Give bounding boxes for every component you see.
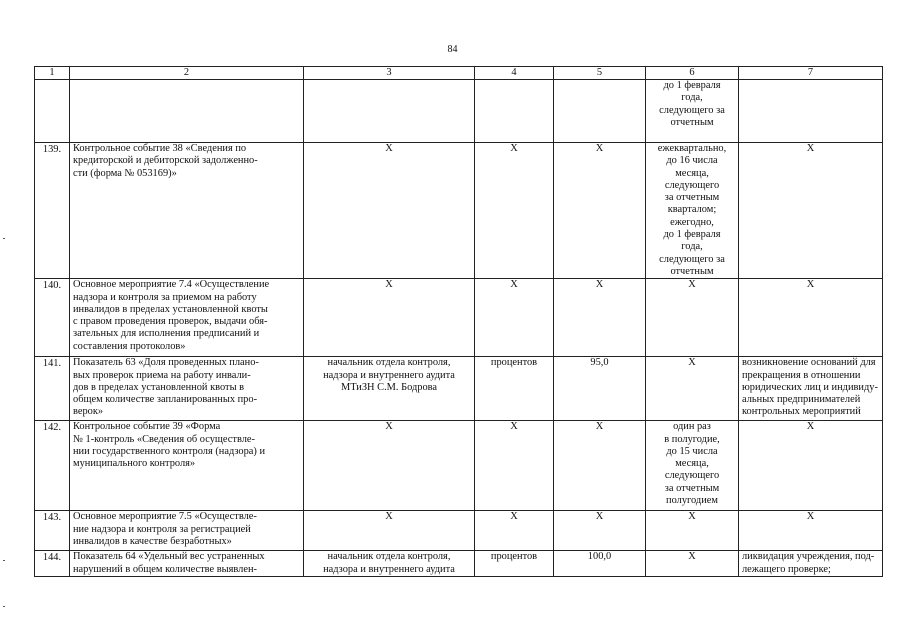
deadline-cell: Х [646, 279, 739, 357]
reason-cell: Х [739, 279, 883, 357]
value-cell: Х [554, 511, 646, 551]
column-header: 6 [646, 67, 739, 80]
item-name [70, 80, 304, 143]
row-number: 144. [35, 551, 70, 577]
item-name: Контрольное событие 39 «Форма № 1-контроль «Сведения об осуществле- нии государственного контроля (надзора) и муниципального контроля» [70, 421, 304, 511]
deadline-cell: Х [646, 357, 739, 421]
item-name: Показатель 64 «Удельный вес устраненных нарушений в общем количестве выявлен- [70, 551, 304, 577]
responsible-cell: Х [304, 421, 475, 511]
deadline-cell: Х [646, 511, 739, 551]
table-row [35, 421, 883, 511]
unit-cell: процентов [475, 551, 554, 577]
deadline-cell: Х [646, 551, 739, 577]
row-number: 140. [35, 279, 70, 357]
deadline-cell: один раз в полугодие, до 15 числа месяца, следующего за отчетным полугодием [646, 421, 739, 511]
item-name: Основное мероприятие 7.4 «Осуществление надзора и контроля за приемом на работу инвалидов в пределах установленной квоты с правом проведения проверок, выдачи обя- зательных для исполнения предписаний и составления протоколов» [70, 279, 304, 357]
unit-cell: Х [475, 279, 554, 357]
reason-cell: ликвидация учреждения, под- лежащего проверке; [739, 551, 883, 577]
value-cell: Х [554, 421, 646, 511]
page-number: 84 [447, 44, 458, 55]
column-header: 1 [35, 67, 70, 80]
item-name: Контрольное событие 38 «Сведения по кредиторской и дебиторской задолженно- сти (форма № 053169)» [70, 143, 304, 279]
reason-cell: Х [739, 143, 883, 279]
unit-cell: Х [475, 421, 554, 511]
table-row [35, 143, 883, 279]
table-row [35, 551, 883, 577]
value-cell [554, 80, 646, 143]
value-cell: Х [554, 279, 646, 357]
scan-mark [3, 606, 5, 607]
row-number: 142. [35, 421, 70, 511]
column-header: 2 [70, 67, 304, 80]
column-header: 4 [475, 67, 554, 80]
program-table [34, 66, 883, 577]
row-number: 139. [35, 143, 70, 279]
item-name: Основное мероприятие 7.5 «Осуществле- ние надзора и контроля за регистрацией инвалидов в качестве безработных» [70, 511, 304, 551]
reason-cell: возникновение оснований для прекращения в отношении юридических лиц и индивиду- альных предпринимателей контрольных мероприятий [739, 357, 883, 421]
responsible-cell: начальник отдела контроля, надзора и внутреннего аудита МТиЗН С.М. Бодрова [304, 357, 475, 421]
unit-cell: Х [475, 143, 554, 279]
column-header: 3 [304, 67, 475, 80]
responsible-cell: Х [304, 511, 475, 551]
value-cell: 100,0 [554, 551, 646, 577]
table-row [35, 279, 883, 357]
table-row [35, 511, 883, 551]
responsible-cell: начальник отдела контроля, надзора и внутреннего аудита [304, 551, 475, 577]
reason-cell: Х [739, 511, 883, 551]
row-number: 141. [35, 357, 70, 421]
column-header: 5 [554, 67, 646, 80]
unit-cell: Х [475, 511, 554, 551]
column-numbers-row [35, 67, 883, 80]
item-name: Показатель 63 «Доля проведенных плано- вых проверок приема на работу инвали- дов в пределах установленной квоты в общем количестве запланированных про- верок» [70, 357, 304, 421]
reason-cell [739, 80, 883, 143]
scan-mark [3, 560, 5, 561]
value-cell: Х [554, 143, 646, 279]
deadline-cell: ежеквартально, до 16 числа месяца, следующего за отчетным кварталом; ежегодно, до 1 февраля года, следующего за отчетным [646, 143, 739, 279]
responsible-cell: Х [304, 279, 475, 357]
reason-cell: Х [739, 421, 883, 511]
value-cell: 95,0 [554, 357, 646, 421]
continuation-row [35, 80, 883, 143]
scan-mark [3, 238, 5, 239]
unit-cell [475, 80, 554, 143]
row-number: 143. [35, 511, 70, 551]
row-number [35, 80, 70, 143]
responsible-cell: Х [304, 143, 475, 279]
deadline-cell: до 1 февраля года, следующего за отчетным [646, 80, 739, 143]
responsible-cell [304, 80, 475, 143]
column-header: 7 [739, 67, 883, 80]
unit-cell: процентов [475, 357, 554, 421]
table-row [35, 357, 883, 421]
